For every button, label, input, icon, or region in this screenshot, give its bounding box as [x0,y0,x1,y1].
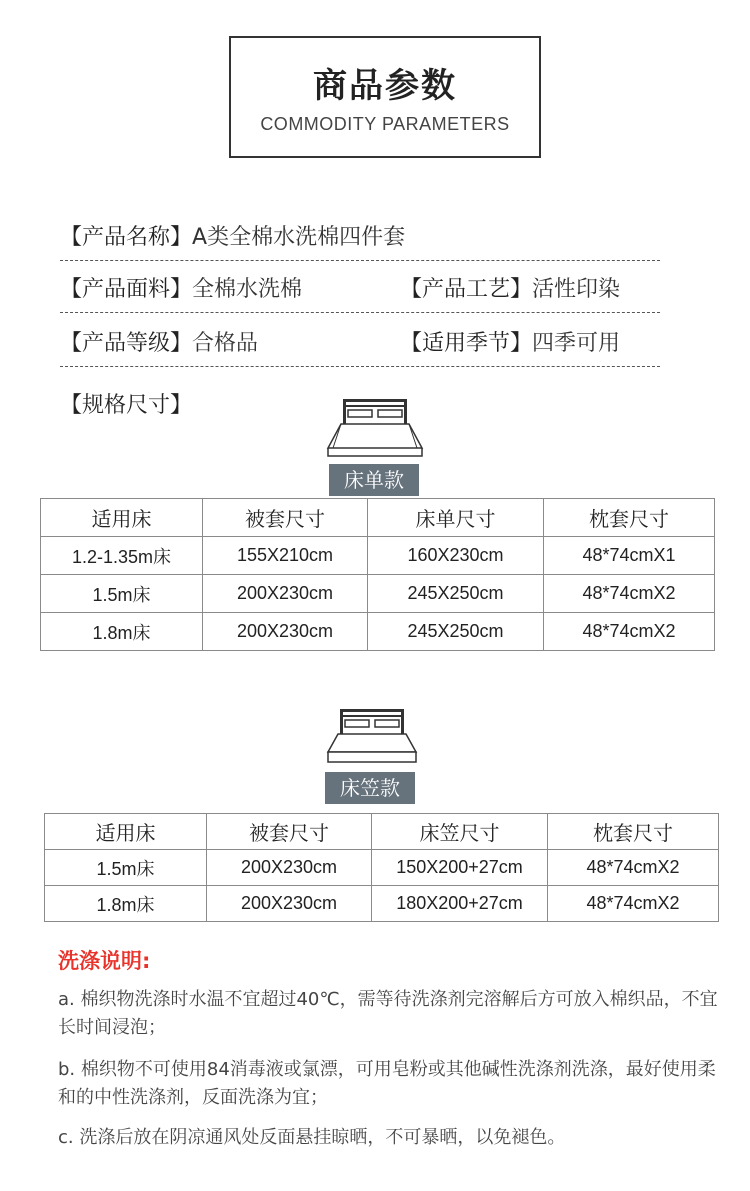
table-row [41,537,715,575]
param-row-name [60,214,660,261]
table-cell: 48*74cmX2 [548,850,719,886]
header-duvet: 被套尺寸 [207,814,372,850]
table-cell: 200X230cm [207,886,372,922]
param-fabric-value: 全棉水洗棉 [192,277,303,302]
param-season-label: 【适用季节】 [400,331,533,356]
flat-sheet-bed-icon [325,396,425,462]
param-grade [60,326,258,357]
table-cell: 1.2-1.35m床 [41,537,203,575]
table-cell: 245X250cm [368,613,544,651]
spec-size-label: 【规格尺寸】 [60,393,193,418]
fitted-sheet-table [44,813,719,922]
fitted-sheet-badge: 床笠款 [325,772,415,804]
washing-item-b: b. 棉织物不可使用84消毒液或氯漂，可用皂粉或其他碱性洗涤剂洗涤，最好使用柔和的中性洗涤剂，反面洗涤为宜； [58,1059,716,1108]
table-header-row [45,814,719,850]
header-fitted: 床笠尺寸 [372,814,548,850]
table-cell: 1.5m床 [41,575,203,613]
param-fabric-label: 【产品面料】 [60,277,193,302]
param-craft-value: 活性印染 [532,277,621,302]
param-season-value: 四季可用 [532,331,621,356]
table-cell: 200X230cm [203,613,368,651]
page-title: 商品参数 [313,66,457,106]
header-bed: 适用床 [41,499,203,537]
header-duvet: 被套尺寸 [203,499,368,537]
table-cell: 180X200+27cm [372,886,548,922]
washing-item-c: c. 洗涤后放在阴凉通风处反面悬挂晾晒，不可暴晒，以免褪色。 [58,1127,566,1148]
fitted-sheet-bed-icon [322,706,422,770]
header-bed: 适用床 [45,814,207,850]
table-row [41,575,715,613]
table-cell: 48*74cmX2 [548,886,719,922]
table-row [41,613,715,651]
param-grade-label: 【产品等级】 [60,331,193,356]
param-row-grade-season [60,320,660,367]
table-cell: 48*74cmX1 [544,537,715,575]
table-cell: 150X200+27cm [372,850,548,886]
table-cell: 1.5m床 [45,850,207,886]
param-grade-value: 合格品 [192,331,259,356]
title-box [229,36,541,158]
washing-title: 洗涤说明: [58,949,151,973]
table-cell: 1.8m床 [41,613,203,651]
table-header-row [41,499,715,537]
table-cell: 245X250cm [368,575,544,613]
table-cell: 200X230cm [203,575,368,613]
table-cell: 160X230cm [368,537,544,575]
param-craft-label: 【产品工艺】 [400,277,533,302]
flat-sheet-table [40,498,715,651]
table-cell: 1.8m床 [45,886,207,922]
washing-item-a: a. 棉织物洗涤时水温不宜超过40℃，需等待洗涤剂完溶解后方可放入棉织品，不宜长时间浸泡； [58,989,718,1038]
table-row [45,886,719,922]
param-craft [400,272,620,303]
param-fabric [60,272,302,303]
table-cell: 200X230cm [207,850,372,886]
header-pillow: 枕套尺寸 [548,814,719,850]
table-cell: 155X210cm [203,537,368,575]
param-row-fabric-craft [60,266,660,313]
table-cell: 48*74cmX2 [544,613,715,651]
param-name-value: A类全棉水洗棉四件套 [192,225,406,250]
param-season [400,326,620,357]
table-cell: 48*74cmX2 [544,575,715,613]
table-row [45,850,719,886]
param-name-label: 【产品名称】 [60,225,193,250]
page-subtitle: COMMODITY PARAMETERS [260,114,510,134]
header-pillow: 枕套尺寸 [544,499,715,537]
flat-sheet-badge: 床单款 [329,464,419,496]
header-sheet: 床单尺寸 [368,499,544,537]
param-name [60,220,405,251]
